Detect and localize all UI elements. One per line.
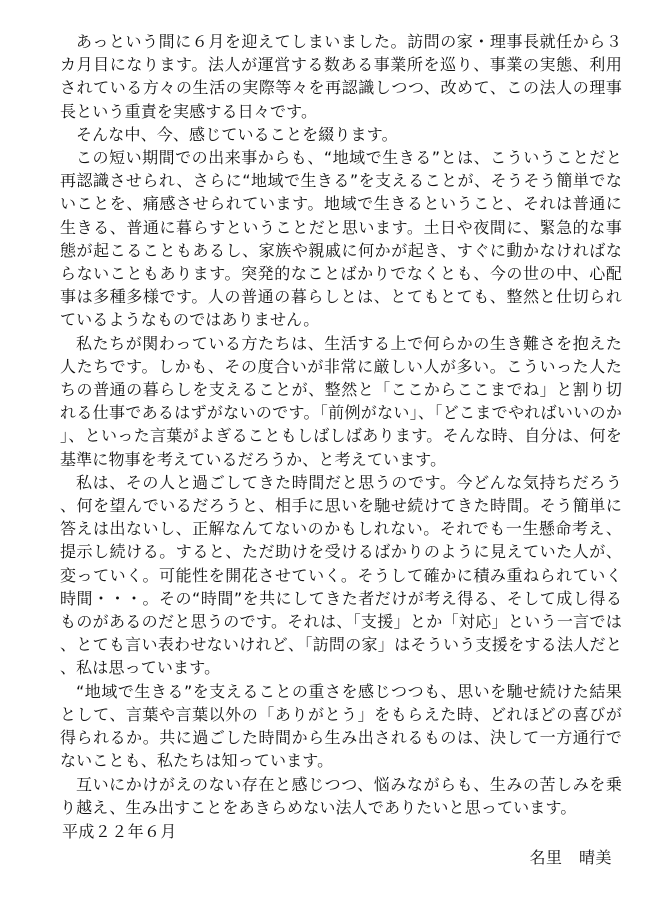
paragraph-gratitude: “地域で生きる”を支えることの重さを感じつつも、思いを馳せ続けた結果として、言葉や言葉以外の「ありがとう」をもらえた時、どれほどの喜びが得られるか。共に過ごした時間から生み出されるものは、決して一方通行でないことも、私たちは知っています。 bbox=[60, 681, 622, 771]
paragraph-closing: 互いにかけがえのない存在と感じつつ、悩みながらも、生みの苦しみを乗り越え、生み出すことをあきらめない法人でありたいと思っています。 bbox=[60, 774, 622, 817]
author-signature: 名里 晴美 bbox=[529, 848, 612, 867]
paragraph-intro: あっという間に６月を迎えてしまいました。訪問の家・理事長就任から３カ月目になります。法人が運営する数ある事業所を巡り、事業の実態、利用されている方々の生活の実際等々を再認識しつつ、改めて、この法人の理事長という重責を実感する日々です。 bbox=[60, 32, 622, 121]
paragraph-living-in-community: この短い期間での出来事からも、“地域で生きる”とは、こういうことだと再認識させられ、さらに“地域で生きる”を支えることが、そうそう簡単でないことを、痛感させられています。地域で生きるということ、それは普通に生きる、普通に暮らすということだと思います。土日や夜間に、緊急的な事態が起こることもあるし、家族や親戚に何かが起き、すぐに動かなければならないこともあります。突発的なことばかりでなくとも、今の世の中、心配事は多種多様です。人の普通の暮らしとは、とてもとても、整然と仕切られているようなものではありません。 bbox=[60, 148, 622, 330]
document-date: 平成２２年６月 bbox=[62, 822, 177, 841]
paragraph-people-we-support: 私たちが関わっている方たちは、生活する上で何らかの生き難さを抱えた人たちです。しかも、その度合いが非常に厳しい人が多い。こういった人たちの普通の暮らしを支えることが、整然と「ここからここまでね」と割り切れる仕事であるはずがないのです。「前例がない」、「どこまでやればいいのか」、といった言葉がよぎることもしばしばあります。そんな時、自分は、何を基準に物事を考えているだろうか、と考えています。 bbox=[60, 333, 622, 469]
paragraph-time-together: 私は、その人と過ごしてきた時間だと思うのです。今どんな気持ちだろう、何を望んでいるだろうと、相手に思いを馳せ続けてきた時間。そう簡単に答えは出ないし、正解なんてないのかもしれない。それでも一生懸命考え、提示し続ける。すると、ただ助けを受けるばかりのように見えていた人が、変っていく。可能性を開花させていく。そうして確かに積み重ねられていく時間・・・。その“時間”を共にしてきた者だけが考え得る、そして成し得るものがあるのだと思うのです。それは、「支援」とか「対応」という一言では、とても言い表わせないけれど、「訪問の家」はそういう支援をする法人だと、私は思っています。 bbox=[60, 472, 622, 678]
paragraph-transition: そんな中、今、感じていることを綴ります。 bbox=[76, 124, 398, 144]
letter-body bbox=[60, 30, 622, 819]
